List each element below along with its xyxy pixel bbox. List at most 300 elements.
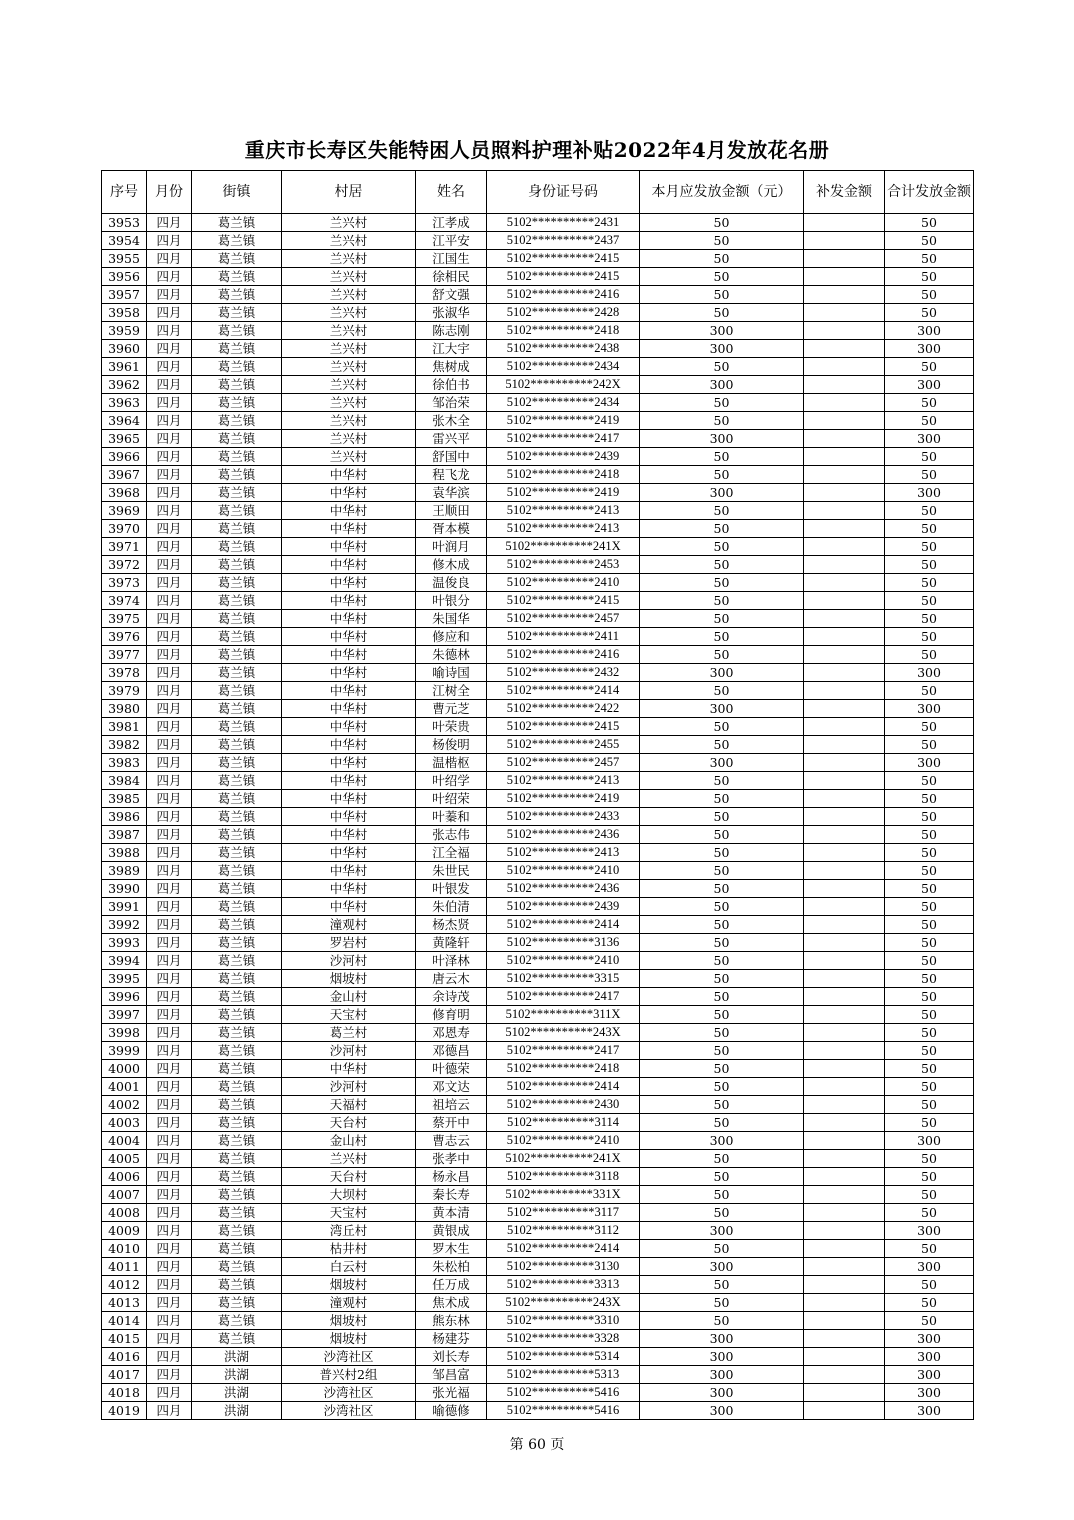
village-cell: 天台村 [282, 1114, 416, 1132]
village-cell: 中华村 [282, 700, 416, 718]
row-number-cell: 4008 [102, 1204, 147, 1222]
monthly-amount-cell: 300 [640, 1330, 804, 1348]
monthly-amount-cell: 50 [640, 1168, 804, 1186]
monthly-amount-cell: 50 [640, 592, 804, 610]
village-cell: 大坝村 [282, 1186, 416, 1204]
total-amount-cell: 50 [885, 1042, 974, 1060]
name-cell: 曹元芝 [416, 700, 487, 718]
village-cell: 中华村 [282, 592, 416, 610]
name-cell: 黄本清 [416, 1204, 487, 1222]
column-header: 月份 [147, 171, 192, 214]
month-cell: 四月 [147, 916, 192, 934]
village-cell: 中华村 [282, 898, 416, 916]
supplement-amount-cell [804, 790, 885, 808]
total-amount-cell: 50 [885, 862, 974, 880]
town-cell: 葛兰镇 [192, 898, 282, 916]
row-number-cell: 4019 [102, 1402, 147, 1420]
total-amount-cell: 50 [885, 448, 974, 466]
id-number-cell: 5102**********2414 [487, 1078, 640, 1096]
row-number-cell: 4003 [102, 1114, 147, 1132]
page-title: 重庆市长寿区失能特困人员照料护理补贴2022年4月发放花名册 [244, 138, 830, 162]
month-cell: 四月 [147, 1078, 192, 1096]
month-cell: 四月 [147, 1114, 192, 1132]
month-cell: 四月 [147, 1006, 192, 1024]
name-cell: 蔡开中 [416, 1114, 487, 1132]
row-number-cell: 4009 [102, 1222, 147, 1240]
village-cell: 中华村 [282, 826, 416, 844]
row-number-cell: 3973 [102, 574, 147, 592]
town-cell: 葛兰镇 [192, 934, 282, 952]
monthly-amount-cell: 50 [640, 736, 804, 754]
month-cell: 四月 [147, 682, 192, 700]
supplement-amount-cell [804, 1276, 885, 1294]
id-number-cell: 5102**********2434 [487, 358, 640, 376]
row-number-cell: 4014 [102, 1312, 147, 1330]
supplement-amount-cell [804, 520, 885, 538]
id-number-cell: 5102**********2453 [487, 556, 640, 574]
table-row [102, 556, 974, 574]
table-row [102, 898, 974, 916]
village-cell: 天福村 [282, 1096, 416, 1114]
village-cell: 沙河村 [282, 1042, 416, 1060]
table-row [102, 1150, 974, 1168]
village-cell: 兰兴村 [282, 1150, 416, 1168]
supplement-amount-cell [804, 1114, 885, 1132]
name-cell: 叶泽林 [416, 952, 487, 970]
month-cell: 四月 [147, 448, 192, 466]
town-cell: 葛兰镇 [192, 1312, 282, 1330]
name-cell: 朱伯清 [416, 898, 487, 916]
row-number-cell: 3959 [102, 322, 147, 340]
name-cell: 黄银成 [416, 1222, 487, 1240]
row-number-cell: 3966 [102, 448, 147, 466]
month-cell: 四月 [147, 304, 192, 322]
supplement-amount-cell [804, 430, 885, 448]
total-amount-cell: 50 [885, 1150, 974, 1168]
name-cell: 杨俊明 [416, 736, 487, 754]
name-cell: 叶荣贵 [416, 718, 487, 736]
supplement-amount-cell [804, 1402, 885, 1420]
supplement-amount-cell [804, 394, 885, 412]
row-number-cell: 3957 [102, 286, 147, 304]
id-number-cell: 5102**********2410 [487, 862, 640, 880]
village-cell: 中华村 [282, 466, 416, 484]
town-cell: 葛兰镇 [192, 376, 282, 394]
row-number-cell: 3965 [102, 430, 147, 448]
month-cell: 四月 [147, 322, 192, 340]
monthly-amount-cell: 50 [640, 808, 804, 826]
supplement-amount-cell [804, 1384, 885, 1402]
monthly-amount-cell: 50 [640, 790, 804, 808]
monthly-amount-cell: 50 [640, 1204, 804, 1222]
month-cell: 四月 [147, 934, 192, 952]
town-cell: 葛兰镇 [192, 610, 282, 628]
village-cell: 天宝村 [282, 1006, 416, 1024]
village-cell: 沙河村 [282, 952, 416, 970]
table-body [102, 214, 974, 1420]
monthly-amount-cell: 50 [640, 358, 804, 376]
name-cell: 叶银分 [416, 592, 487, 610]
name-cell: 江平安 [416, 232, 487, 250]
town-cell: 葛兰镇 [192, 1132, 282, 1150]
supplement-amount-cell [804, 754, 885, 772]
village-cell: 普兴村2组 [282, 1366, 416, 1384]
id-number-cell: 5102**********5313 [487, 1366, 640, 1384]
id-number-cell: 5102**********2431 [487, 214, 640, 232]
total-amount-cell: 50 [885, 880, 974, 898]
row-number-cell: 4016 [102, 1348, 147, 1366]
supplement-amount-cell [804, 1366, 885, 1384]
name-cell: 朱世民 [416, 862, 487, 880]
town-cell: 葛兰镇 [192, 502, 282, 520]
supplement-amount-cell [804, 610, 885, 628]
total-amount-cell: 300 [885, 1330, 974, 1348]
total-amount-cell: 50 [885, 520, 974, 538]
row-number-cell: 3955 [102, 250, 147, 268]
row-number-cell: 4006 [102, 1168, 147, 1186]
total-amount-cell: 300 [885, 754, 974, 772]
name-cell: 张木全 [416, 412, 487, 430]
table-row [102, 358, 974, 376]
table-row [102, 1114, 974, 1132]
id-number-cell: 5102**********2413 [487, 772, 640, 790]
total-amount-cell: 50 [885, 1276, 974, 1294]
village-cell: 金山村 [282, 988, 416, 1006]
column-header: 姓名 [416, 171, 487, 214]
row-number-cell: 3974 [102, 592, 147, 610]
month-cell: 四月 [147, 1384, 192, 1402]
table-row [102, 286, 974, 304]
supplement-amount-cell [804, 268, 885, 286]
monthly-amount-cell: 50 [640, 538, 804, 556]
month-cell: 四月 [147, 1402, 192, 1420]
village-cell: 中华村 [282, 502, 416, 520]
month-cell: 四月 [147, 412, 192, 430]
village-cell: 中华村 [282, 682, 416, 700]
total-amount-cell: 50 [885, 916, 974, 934]
monthly-amount-cell: 50 [640, 628, 804, 646]
total-amount-cell: 300 [885, 484, 974, 502]
id-number-cell: 5102**********3112 [487, 1222, 640, 1240]
page-number: 第 60 页 [509, 1437, 565, 1453]
month-cell: 四月 [147, 1096, 192, 1114]
id-number-cell: 5102**********2418 [487, 1060, 640, 1078]
monthly-amount-cell: 50 [640, 232, 804, 250]
town-cell: 葛兰镇 [192, 772, 282, 790]
id-number-cell: 5102**********2410 [487, 952, 640, 970]
name-cell: 张淑华 [416, 304, 487, 322]
supplement-amount-cell [804, 862, 885, 880]
total-amount-cell: 50 [885, 1204, 974, 1222]
town-cell: 葛兰镇 [192, 1096, 282, 1114]
village-cell: 兰兴村 [282, 268, 416, 286]
village-cell: 潼观村 [282, 1294, 416, 1312]
month-cell: 四月 [147, 340, 192, 358]
total-amount-cell: 50 [885, 898, 974, 916]
town-cell: 洪湖 [192, 1384, 282, 1402]
row-number-cell: 3967 [102, 466, 147, 484]
supplement-amount-cell [804, 970, 885, 988]
monthly-amount-cell: 300 [640, 1258, 804, 1276]
total-amount-cell: 50 [885, 988, 974, 1006]
monthly-amount-cell: 50 [640, 1150, 804, 1168]
town-cell: 葛兰镇 [192, 1042, 282, 1060]
row-number-cell: 3999 [102, 1042, 147, 1060]
supplement-amount-cell [804, 412, 885, 430]
row-number-cell: 3990 [102, 880, 147, 898]
total-amount-cell: 50 [885, 502, 974, 520]
monthly-amount-cell: 50 [640, 520, 804, 538]
table-row [102, 808, 974, 826]
town-cell: 葛兰镇 [192, 862, 282, 880]
name-cell: 江大宇 [416, 340, 487, 358]
id-number-cell: 5102**********2428 [487, 304, 640, 322]
id-number-cell: 5102**********2415 [487, 250, 640, 268]
village-cell: 中华村 [282, 862, 416, 880]
village-cell: 兰兴村 [282, 214, 416, 232]
total-amount-cell: 300 [885, 1366, 974, 1384]
id-number-cell: 5102**********2417 [487, 988, 640, 1006]
month-cell: 四月 [147, 214, 192, 232]
month-cell: 四月 [147, 988, 192, 1006]
monthly-amount-cell: 50 [640, 1294, 804, 1312]
table-row [102, 538, 974, 556]
total-amount-cell: 300 [885, 1132, 974, 1150]
name-cell: 江树全 [416, 682, 487, 700]
id-number-cell: 5102**********5416 [487, 1402, 640, 1420]
id-number-cell: 5102**********241X [487, 1150, 640, 1168]
total-amount-cell: 300 [885, 430, 974, 448]
table-row [102, 250, 974, 268]
name-cell: 叶绍学 [416, 772, 487, 790]
table-row [102, 340, 974, 358]
supplement-amount-cell [804, 700, 885, 718]
monthly-amount-cell: 50 [640, 556, 804, 574]
village-cell: 潼观村 [282, 916, 416, 934]
id-number-cell: 5102**********2413 [487, 844, 640, 862]
name-cell: 江国生 [416, 250, 487, 268]
month-cell: 四月 [147, 394, 192, 412]
total-amount-cell: 50 [885, 1294, 974, 1312]
supplement-amount-cell [804, 808, 885, 826]
month-cell: 四月 [147, 790, 192, 808]
name-cell: 温俊良 [416, 574, 487, 592]
table-header-row [102, 171, 974, 214]
id-number-cell: 5102**********2410 [487, 574, 640, 592]
name-cell: 叶德荣 [416, 1060, 487, 1078]
village-cell: 中华村 [282, 646, 416, 664]
month-cell: 四月 [147, 1366, 192, 1384]
town-cell: 葛兰镇 [192, 1240, 282, 1258]
name-cell: 陈志刚 [416, 322, 487, 340]
month-cell: 四月 [147, 1258, 192, 1276]
table-row [102, 1330, 974, 1348]
monthly-amount-cell: 50 [640, 646, 804, 664]
monthly-amount-cell: 50 [640, 1312, 804, 1330]
name-cell: 江孝成 [416, 214, 487, 232]
town-cell: 葛兰镇 [192, 1150, 282, 1168]
row-number-cell: 3964 [102, 412, 147, 430]
id-number-cell: 5102**********241X [487, 538, 640, 556]
total-amount-cell: 50 [885, 808, 974, 826]
month-cell: 四月 [147, 376, 192, 394]
total-amount-cell: 300 [885, 376, 974, 394]
supplement-amount-cell [804, 1240, 885, 1258]
name-cell: 叶蓁和 [416, 808, 487, 826]
month-cell: 四月 [147, 1222, 192, 1240]
monthly-amount-cell: 300 [640, 1384, 804, 1402]
row-number-cell: 3953 [102, 214, 147, 232]
id-number-cell: 5102**********2418 [487, 322, 640, 340]
town-cell: 葛兰镇 [192, 826, 282, 844]
supplement-amount-cell [804, 304, 885, 322]
total-amount-cell: 50 [885, 556, 974, 574]
table-row [102, 970, 974, 988]
monthly-amount-cell: 300 [640, 754, 804, 772]
month-cell: 四月 [147, 1348, 192, 1366]
row-number-cell: 3994 [102, 952, 147, 970]
month-cell: 四月 [147, 808, 192, 826]
monthly-amount-cell: 50 [640, 988, 804, 1006]
month-cell: 四月 [147, 844, 192, 862]
month-cell: 四月 [147, 1132, 192, 1150]
village-cell: 中华村 [282, 520, 416, 538]
supplement-amount-cell [804, 1330, 885, 1348]
supplement-amount-cell [804, 1204, 885, 1222]
id-number-cell: 5102**********2411 [487, 628, 640, 646]
supplement-amount-cell [804, 448, 885, 466]
village-cell: 天台村 [282, 1168, 416, 1186]
monthly-amount-cell: 300 [640, 1132, 804, 1150]
name-cell: 熊东林 [416, 1312, 487, 1330]
table-row [102, 610, 974, 628]
town-cell: 葛兰镇 [192, 700, 282, 718]
month-cell: 四月 [147, 718, 192, 736]
monthly-amount-cell: 50 [640, 610, 804, 628]
village-cell: 烟坡村 [282, 1330, 416, 1348]
month-cell: 四月 [147, 898, 192, 916]
name-cell: 邓恩寿 [416, 1024, 487, 1042]
month-cell: 四月 [147, 1024, 192, 1042]
monthly-amount-cell: 50 [640, 1276, 804, 1294]
name-cell: 邹治荣 [416, 394, 487, 412]
town-cell: 葛兰镇 [192, 358, 282, 376]
row-number-cell: 3991 [102, 898, 147, 916]
id-number-cell: 5102**********2417 [487, 430, 640, 448]
village-cell: 中华村 [282, 628, 416, 646]
village-cell: 枯井村 [282, 1240, 416, 1258]
table-row [102, 1384, 974, 1402]
monthly-amount-cell: 50 [640, 304, 804, 322]
month-cell: 四月 [147, 664, 192, 682]
town-cell: 葛兰镇 [192, 1060, 282, 1078]
village-cell: 罗岩村 [282, 934, 416, 952]
name-cell: 徐相民 [416, 268, 487, 286]
monthly-amount-cell: 50 [640, 502, 804, 520]
village-cell: 兰兴村 [282, 412, 416, 430]
monthly-amount-cell: 50 [640, 1024, 804, 1042]
month-cell: 四月 [147, 466, 192, 484]
table-row [102, 376, 974, 394]
town-cell: 葛兰镇 [192, 1330, 282, 1348]
supplement-amount-cell [804, 844, 885, 862]
row-number-cell: 4017 [102, 1366, 147, 1384]
name-cell: 叶润月 [416, 538, 487, 556]
month-cell: 四月 [147, 556, 192, 574]
monthly-amount-cell: 50 [640, 268, 804, 286]
town-cell: 葛兰镇 [192, 322, 282, 340]
town-cell: 葛兰镇 [192, 736, 282, 754]
row-number-cell: 3968 [102, 484, 147, 502]
supplement-amount-cell [804, 988, 885, 1006]
row-number-cell: 3958 [102, 304, 147, 322]
supplement-amount-cell [804, 250, 885, 268]
name-cell: 邓文达 [416, 1078, 487, 1096]
month-cell: 四月 [147, 358, 192, 376]
supplement-amount-cell [804, 1348, 885, 1366]
total-amount-cell: 50 [885, 1024, 974, 1042]
name-cell: 邓德昌 [416, 1042, 487, 1060]
id-number-cell: 5102**********5314 [487, 1348, 640, 1366]
table-row [102, 1276, 974, 1294]
total-amount-cell: 50 [885, 1060, 974, 1078]
id-number-cell: 5102**********2432 [487, 664, 640, 682]
name-cell: 修木成 [416, 556, 487, 574]
row-number-cell: 3998 [102, 1024, 147, 1042]
row-number-cell: 3989 [102, 862, 147, 880]
name-cell: 雷兴平 [416, 430, 487, 448]
table-row [102, 1078, 974, 1096]
table-row [102, 754, 974, 772]
row-number-cell: 3961 [102, 358, 147, 376]
total-amount-cell: 300 [885, 322, 974, 340]
id-number-cell: 5102**********2419 [487, 790, 640, 808]
village-cell: 兰兴村 [282, 448, 416, 466]
id-number-cell: 5102**********2418 [487, 466, 640, 484]
total-amount-cell: 300 [885, 1222, 974, 1240]
village-cell: 沙湾社区 [282, 1384, 416, 1402]
supplement-amount-cell [804, 1222, 885, 1240]
name-cell: 喻诗国 [416, 664, 487, 682]
town-cell: 葛兰镇 [192, 304, 282, 322]
table-row [102, 1204, 974, 1222]
row-number-cell: 4018 [102, 1384, 147, 1402]
supplement-amount-cell [804, 1312, 885, 1330]
row-number-cell: 3978 [102, 664, 147, 682]
row-number-cell: 3986 [102, 808, 147, 826]
month-cell: 四月 [147, 646, 192, 664]
town-cell: 葛兰镇 [192, 340, 282, 358]
town-cell: 葛兰镇 [192, 1024, 282, 1042]
supplement-amount-cell [804, 358, 885, 376]
id-number-cell: 5102**********311X [487, 1006, 640, 1024]
month-cell: 四月 [147, 1168, 192, 1186]
total-amount-cell: 300 [885, 1258, 974, 1276]
row-number-cell: 4000 [102, 1060, 147, 1078]
name-cell: 修育明 [416, 1006, 487, 1024]
table-row [102, 1240, 974, 1258]
total-amount-cell: 50 [885, 844, 974, 862]
id-number-cell: 5102**********2430 [487, 1096, 640, 1114]
id-number-cell: 5102**********2414 [487, 1240, 640, 1258]
town-cell: 洪湖 [192, 1366, 282, 1384]
row-number-cell: 3975 [102, 610, 147, 628]
supplement-amount-cell [804, 682, 885, 700]
row-number-cell: 3976 [102, 628, 147, 646]
town-cell: 葛兰镇 [192, 988, 282, 1006]
table-row [102, 1222, 974, 1240]
total-amount-cell: 50 [885, 394, 974, 412]
